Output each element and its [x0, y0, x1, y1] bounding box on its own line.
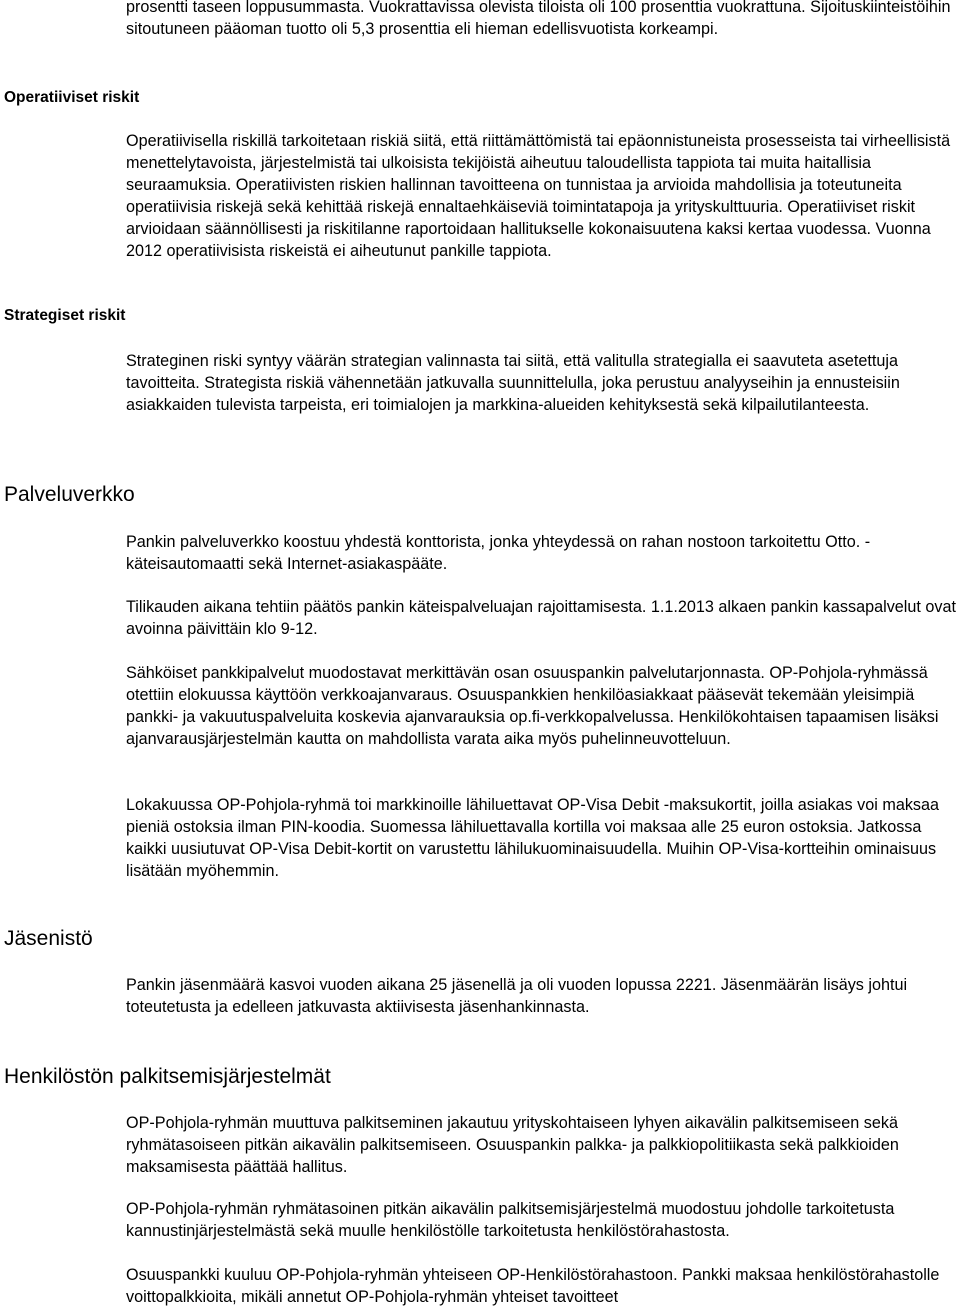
service-network-paragraph-2: Tilikauden aikana tehtiin päätös pankin käteispalveluajan rajoittamisesta. 1.1.2013 alkaen pankin kassapalvelut ovat avoinna päivittäin klo 9-12. [126, 598, 956, 638]
service-network-paragraph-1: Pankin palveluverkko koostuu yhdestä konttorista, jonka yhteydessä on rahan nostoon tarkoitettu Otto. -käteisautomaatti sekä Internet-asiakaspääte. [126, 533, 871, 573]
intro-paragraph: prosentti taseen loppusummasta. Vuokrattavissa olevista tiloista oli 100 prosenttia vuokrattuna. Sijoituskiinteistöihin sitoutuneen pääoman tuotto oli 5,3 prosenttia eli hieman edellisvuotista korkeampi. [126, 0, 951, 38]
remuneration-paragraph-3: Osuuspankki kuuluu OP-Pohjola-ryhmän yhteiseen OP-Henkilöstörahastoon. Pankki maksaa henkilöstörahastolle voittopalkkioita, mikäli annetut OP-Pohjola-ryhmän yhteiset tavoitteet [126, 1266, 940, 1306]
membership-paragraph: Pankin jäsenmäärä kasvoi vuoden aikana 25 jäsenellä ja oli vuoden lopussa 2221. Jäsenmäärän lisäys johtui toteutetusta ja edelleen jatkuvasta aktiivisesta jäsenhankinnasta. [126, 976, 908, 1016]
membership-heading: Jäsenistö [4, 927, 93, 950]
remuneration-paragraph-1: OP-Pohjola-ryhmän muuttuva palkitseminen jakautuu yrityskohtaiseen lyhyen aikavälin palkitsemiseen sekä ryhmätasoiseen pitkän aikavälin palkitsemiseen. Osuuspankin palkka- ja palkkiopolitiikasta sekä palkkioiden maksamisesta päättää hallitus. [126, 1114, 899, 1176]
service-network-heading: Palveluverkko [4, 483, 135, 506]
remuneration-paragraph-2: OP-Pohjola-ryhmän ryhmätasoinen pitkän aikavälin palkitsemisjärjestelmä muodostuu johdolle tarkoitetusta kannustinjärjestelmästä sekä muulle henkilöstölle tarkoitetusta henkilöstörahastosta. [126, 1200, 895, 1240]
strategic-risks-heading: Strategiset riskit [4, 307, 126, 324]
operational-risks-paragraph: Operatiivisella riskillä tarkoitetaan riskiä siitä, että riittämättömistä tai epäonnistuneista prosesseista tai virheellisistä menettelytavoista, järjestelmistä tai ulkoisista tekijöistä aiheutuu taloudellista tappiota tai muita haitallisia seuraamuksia. Operatiivisten riskien hallinnan tavoitteena on tunnistaa ja arvioida mahdollisia ja toteutuneita operatiivisia riskejä sekä kehittää riskejä ennaltaehkäiseviä toimintatapoja ja yrityskulttuuria. Operatiiviset riskit arvioidaan säännöllisesti ja riskitilanne raportoidaan hallitukselle kokonaisuutena kaksi kertaa vuodessa. Vuonna 2012 operatiivisista riskeistä ei aiheutunut pankille tappiota. [126, 132, 951, 260]
remuneration-heading: Henkilöstön palkitsemisjärjestelmät [4, 1065, 331, 1088]
service-network-paragraph-3: Sähköiset pankkipalvelut muodostavat merkittävän osan osuuspankin palvelutarjonnasta. OP-Pohjola-ryhmässä otettiin elokuussa käyttöön verkkoajanvaraus. Osuuspankkien henkilöasiakkaat pääsevät tekemään yleisimpiä pankki- ja vakuutuspalveluita koskevia ajanvarauksia op.fi-verkkopalvelussa. Henkilökohtaisen tapaamisen lisäksi ajanvarausjärjestelmän kautta on mahdollista varata aika myös puhelinneuvotteluun. [126, 664, 939, 748]
strategic-risks-paragraph: Strateginen riski syntyy väärän strategian valinnasta tai siitä, että valitulla strategialla ei saavuteta asetettuja tavoitteita. Strategista riskiä vähennetään jatkuvalla suunnittelulla, joka perustuu analyyseihin ja ennusteisiin asiakkaiden tulevista tarpeista, eri toimialojen ja markkina-alueiden kehityksestä sekä kilpailutilanteesta. [126, 352, 900, 414]
operational-risks-heading: Operatiiviset riskit [4, 89, 140, 106]
service-network-paragraph-4: Lokakuussa OP-Pohjola-ryhmä toi markkinoille lähiluettavat OP-Visa Debit -maksukortit, joilla asiakas voi maksaa pieniä ostoksia ilman PIN-koodia. Suomessa lähiluettavalla kortilla voi maksaa alle 25 euron ostoksia. Jatkossa kaikki uusiutuvat OP-Visa Debit-kortit on varustettu lähilukuominaisuudella. Muihin OP-Visa-kortteihin ominaisuus lisätään myöhemmin. [126, 796, 940, 880]
